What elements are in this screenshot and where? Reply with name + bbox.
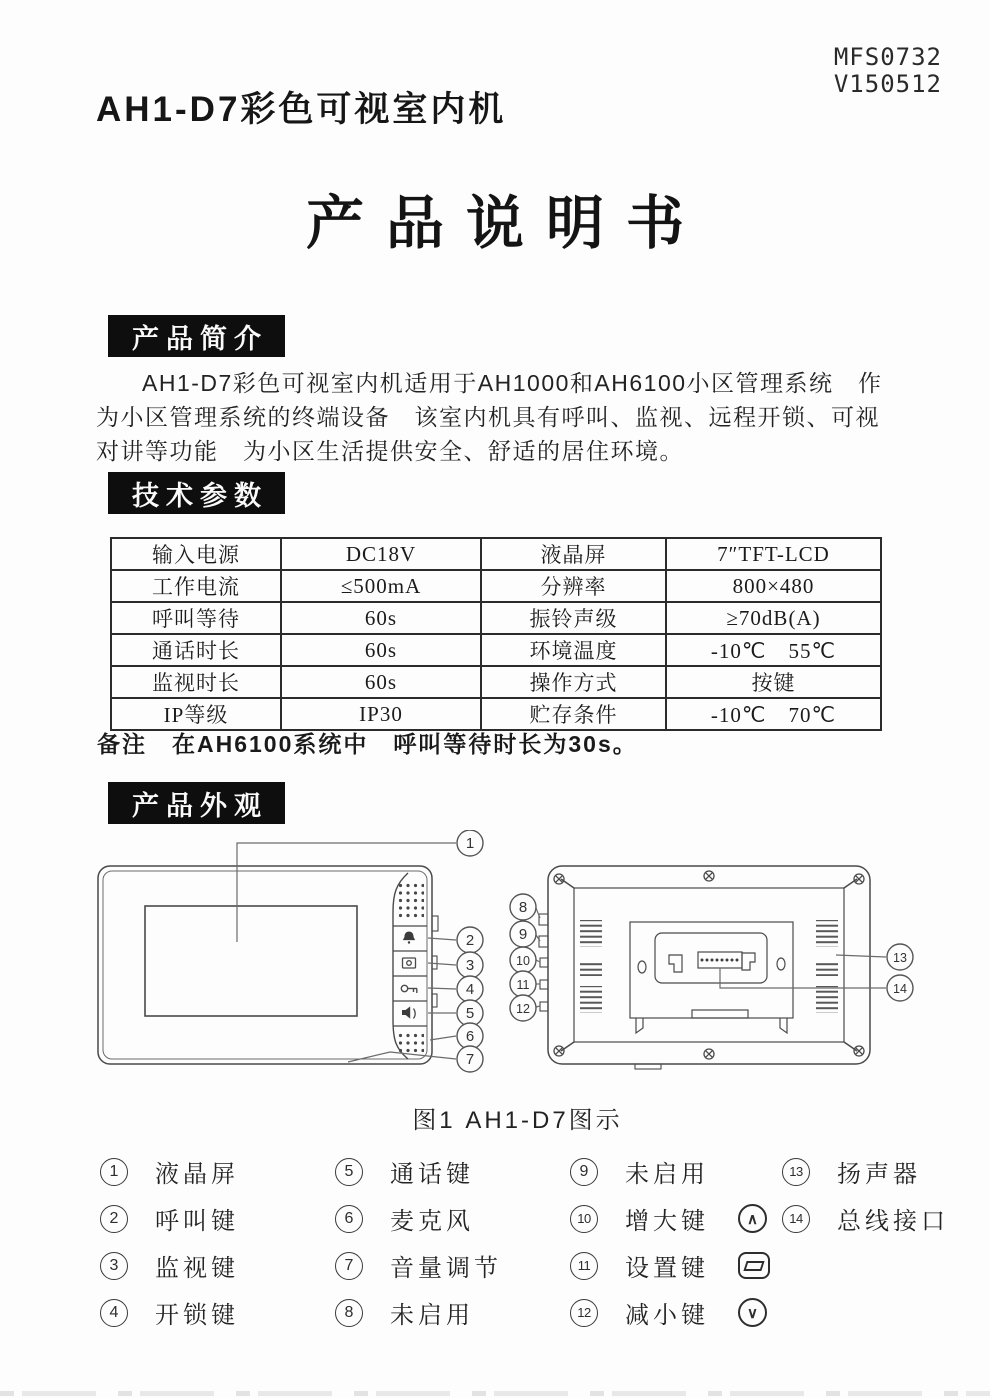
legend-label: 设置键 [625,1255,709,1282]
legend-label: 未启用 [625,1161,709,1188]
talk-key-icon [402,1006,415,1018]
legend-item [335,1248,570,1283]
callout-2: 2 [465,932,475,949]
spec-label: 呼叫等待 [111,602,281,634]
lcd-screen [145,906,357,1016]
callout-12: 12 [516,1002,530,1016]
device-diagram-svg [90,830,950,1080]
callout-13: 13 [893,951,907,965]
section-heading-appearance: 产品外观 [108,782,285,824]
spec-label: 监视时长 [111,666,281,698]
settings-key-icon [738,1252,770,1279]
legend-num: 6 [335,1205,363,1233]
legend-item [335,1201,570,1236]
legend-label: 麦克风 [390,1208,474,1235]
legend-item [570,1248,782,1283]
spec-label: 分辨率 [481,570,666,602]
spec-label: 工作电流 [111,570,281,602]
spec-value: 60s [281,634,481,666]
spec-label: IP等级 [111,698,281,730]
legend-item [782,1201,990,1236]
legend-num: 5 [335,1158,363,1186]
legend-num: 11 [570,1252,598,1280]
spec-label: 振铃声级 [481,602,666,634]
callout-9: 9 [518,926,528,943]
legend-num: 3 [100,1252,128,1280]
document-version: V150512 [833,69,942,98]
legend [100,1148,990,1336]
legend-num: 12 [570,1299,598,1327]
legend-label: 减小键 [625,1302,709,1329]
scan-artifact-strip [0,1391,990,1396]
table-row [111,602,881,634]
legend-label: 通话键 [390,1161,474,1188]
page-title: 产品说明书 [305,191,706,256]
spec-label: 液晶屏 [481,538,666,570]
callout-5: 5 [465,1005,475,1022]
legend-item [335,1295,570,1330]
model-title: AH1-D7彩色可视室内机 [96,90,507,129]
legend-num: 13 [782,1158,810,1186]
front-device-diagram [98,866,438,1064]
legend-num: 9 [570,1158,598,1186]
legend-item [100,1295,335,1330]
microphone-grille [396,1031,424,1056]
rear-device-diagram [539,866,870,1069]
callout-4: 4 [465,981,475,998]
legend-item [100,1154,335,1189]
legend-label: 监视键 [155,1255,239,1282]
device-figure [90,830,950,1080]
legend-num: 8 [335,1299,363,1327]
document-code: MFS0732 [833,43,942,71]
legend-label: 总线接口 [837,1208,949,1235]
legend-label: 呼叫键 [155,1208,239,1235]
legend-label: 开锁键 [155,1302,239,1329]
callout-7: 7 [465,1051,475,1068]
legend-item [335,1154,570,1189]
callout-14: 14 [893,982,907,996]
unlock-key-icon [401,985,417,993]
callout-1: 1 [465,835,475,852]
legend-item [570,1154,782,1189]
legend-item [100,1248,335,1283]
spec-value: -10℃ 55℃ [666,634,881,666]
bus-terminal-block [698,952,742,968]
legend-item [570,1295,782,1330]
legend-label: 增大键 [625,1208,709,1235]
legend-num: 10 [570,1205,598,1233]
mounting-bracket [630,922,793,1033]
legend-item [782,1154,990,1189]
spec-table [110,537,882,731]
section-heading-specs: 技术参数 [108,472,285,514]
callout-3: 3 [465,957,475,974]
figure-caption: 图1 AH1-D7图示 [412,1107,623,1134]
spec-value: -10℃ 70℃ [666,698,881,730]
legend-label: 未启用 [390,1302,474,1329]
legend-num: 1 [100,1158,128,1186]
vent-slots [580,920,838,1013]
chevron-up-circle-icon: ∧ [738,1204,767,1233]
spec-value: IP30 [281,698,481,730]
spec-value: 60s [281,602,481,634]
table-row [111,570,881,602]
legend-num: 7 [335,1252,363,1280]
table-row [111,538,881,570]
monitor-key-icon [403,958,416,968]
side-buttons [539,914,548,1011]
legend-label: 液晶屏 [155,1161,239,1188]
call-key-icon [403,932,415,944]
legend-label: 音量调节 [390,1255,502,1282]
table-row [111,666,881,698]
spec-label: 环境温度 [481,634,666,666]
intro-paragraph: AH1-D7彩色可视室内机适用于AH1000和AH6100小区管理系统 作为小区管理系统的终端设备 该室内机具有呼叫、监视、远程开锁、可视对讲等功能 为小区生活提供安全、舒适的居住环境。 [96,370,883,465]
callout-8: 8 [518,899,528,916]
spec-value: 按键 [666,666,881,698]
legend-item [570,1201,782,1236]
spec-label: 通话时长 [111,634,281,666]
legend-item [100,1201,335,1236]
legend-label: 扬声器 [837,1161,921,1188]
legend-num: 2 [100,1205,128,1233]
section-heading-intro: 产品简介 [108,315,285,357]
speaker-grille [396,882,424,920]
spec-value: 800×480 [666,570,881,602]
spec-label: 操作方式 [481,666,666,698]
spec-label: 输入电源 [111,538,281,570]
callout-10: 10 [516,954,530,968]
spec-value: DC18V [281,538,481,570]
spec-value: 60s [281,666,481,698]
legend-num: 14 [782,1205,810,1233]
spec-value: 7″TFT-LCD [666,538,881,570]
callout-6: 6 [465,1028,475,1045]
chevron-down-circle-icon: ∨ [738,1298,767,1327]
callout-11: 11 [516,978,530,992]
legend-num: 4 [100,1299,128,1327]
spec-value: ≥70dB(A) [666,602,881,634]
document-code-block [834,44,942,98]
spec-note: 备注 在AH6100系统中 呼叫等待时长为30s。 [97,731,638,757]
spec-label: 贮存条件 [481,698,666,730]
table-row [111,634,881,666]
spec-value: ≤500mA [281,570,481,602]
